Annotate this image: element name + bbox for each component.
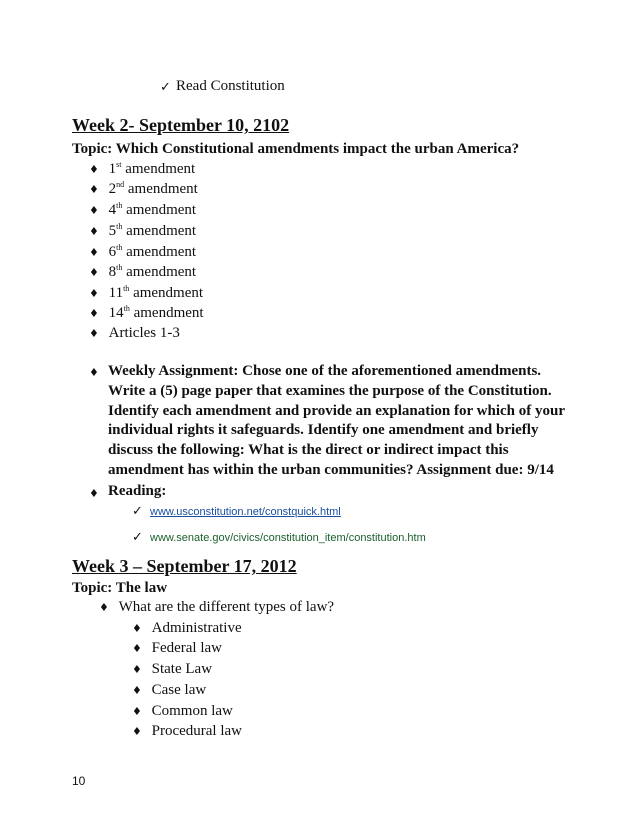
diamond-bullet-icon: ♦ — [89, 225, 99, 238]
checkmark-icon: ✓ — [160, 80, 171, 95]
list-item: ♦ 11th amendment — [89, 284, 204, 301]
list-item: ♦ 2nd amendment — [89, 180, 198, 197]
list-item: ♦ Federal law — [132, 640, 223, 656]
page-number: 10 — [72, 774, 86, 788]
usconstitution-link[interactable]: www.usconstitution.net/constquick.html — [150, 506, 341, 518]
list-item: ♦ Common law — [132, 703, 233, 719]
week3-heading: Week 3 – September 17, 2012 — [72, 556, 297, 576]
list-item: ♦ 1st amendment — [89, 160, 196, 177]
diamond-bullet-icon: ♦ — [89, 246, 99, 259]
diamond-bullet-icon: ♦ — [89, 487, 99, 500]
diamond-bullet-icon: ♦ — [89, 204, 99, 217]
diamond-bullet-icon: ♦ — [132, 705, 142, 718]
week3-topic: Topic: The law — [72, 580, 168, 596]
diamond-bullet-icon: ♦ — [132, 684, 142, 697]
checkmark-icon: ✓ — [132, 530, 143, 545]
diamond-bullet-icon: ♦ — [89, 183, 99, 196]
list-item: ♦ 14th amendment — [89, 304, 204, 321]
diamond-bullet-icon: ♦ — [89, 307, 99, 320]
diamond-bullet-icon: ♦ — [132, 725, 142, 738]
law-types-question: ♦ What are the different types of law? — [99, 599, 335, 615]
diamond-bullet-icon: ♦ — [89, 266, 99, 279]
list-item: ♦ Case law — [132, 682, 207, 698]
read-constitution-item: Read Constitution — [176, 78, 285, 94]
diamond-bullet-icon: ♦ — [89, 163, 99, 176]
weekly-assignment: Weekly Assignment: Chose one of the aforementioned amendments. Write a (5) page paper that examines the purpose of the Constitution. Identify each amendment and provide an explanation for which of your individual rights it safeguards. Identify one amendment and briefly discuss the following: What is the direct or indirect impact this amendment has within the urban communities? Assignment due: 9/14 — [108, 363, 565, 478]
senate-link[interactable]: www.senate.gov/civics/constitution_item/constitution.htm — [150, 532, 426, 544]
week2-topic: Topic: Which Constitutional amendments impact the urban America? — [72, 141, 520, 157]
list-item: ♦ 8th amendment — [89, 263, 197, 280]
checkmark-icon: ✓ — [132, 504, 143, 519]
list-item: ♦ Procedural law — [132, 723, 243, 739]
diamond-bullet-icon: ♦ — [89, 327, 99, 340]
diamond-bullet-icon: ♦ — [99, 601, 109, 614]
week2-heading: Week 2- September 10, 2102 — [72, 115, 290, 135]
list-item: ♦ State Law — [132, 661, 213, 677]
list-item: ♦ Articles 1-3 — [89, 325, 180, 341]
list-item: ♦ 5th amendment — [89, 222, 197, 239]
list-item: ♦ Administrative — [132, 620, 242, 636]
reading-label: Reading: — [108, 483, 167, 499]
diamond-bullet-icon: ♦ — [132, 622, 142, 635]
diamond-bullet-icon: ♦ — [89, 287, 99, 300]
list-item: ♦ 4th amendment — [89, 201, 197, 218]
diamond-bullet-icon: ♦ — [132, 663, 142, 676]
diamond-bullet-icon: ♦ — [132, 642, 142, 655]
diamond-bullet-icon: ♦ — [89, 366, 99, 379]
list-item: ♦ 6th amendment — [89, 243, 197, 260]
